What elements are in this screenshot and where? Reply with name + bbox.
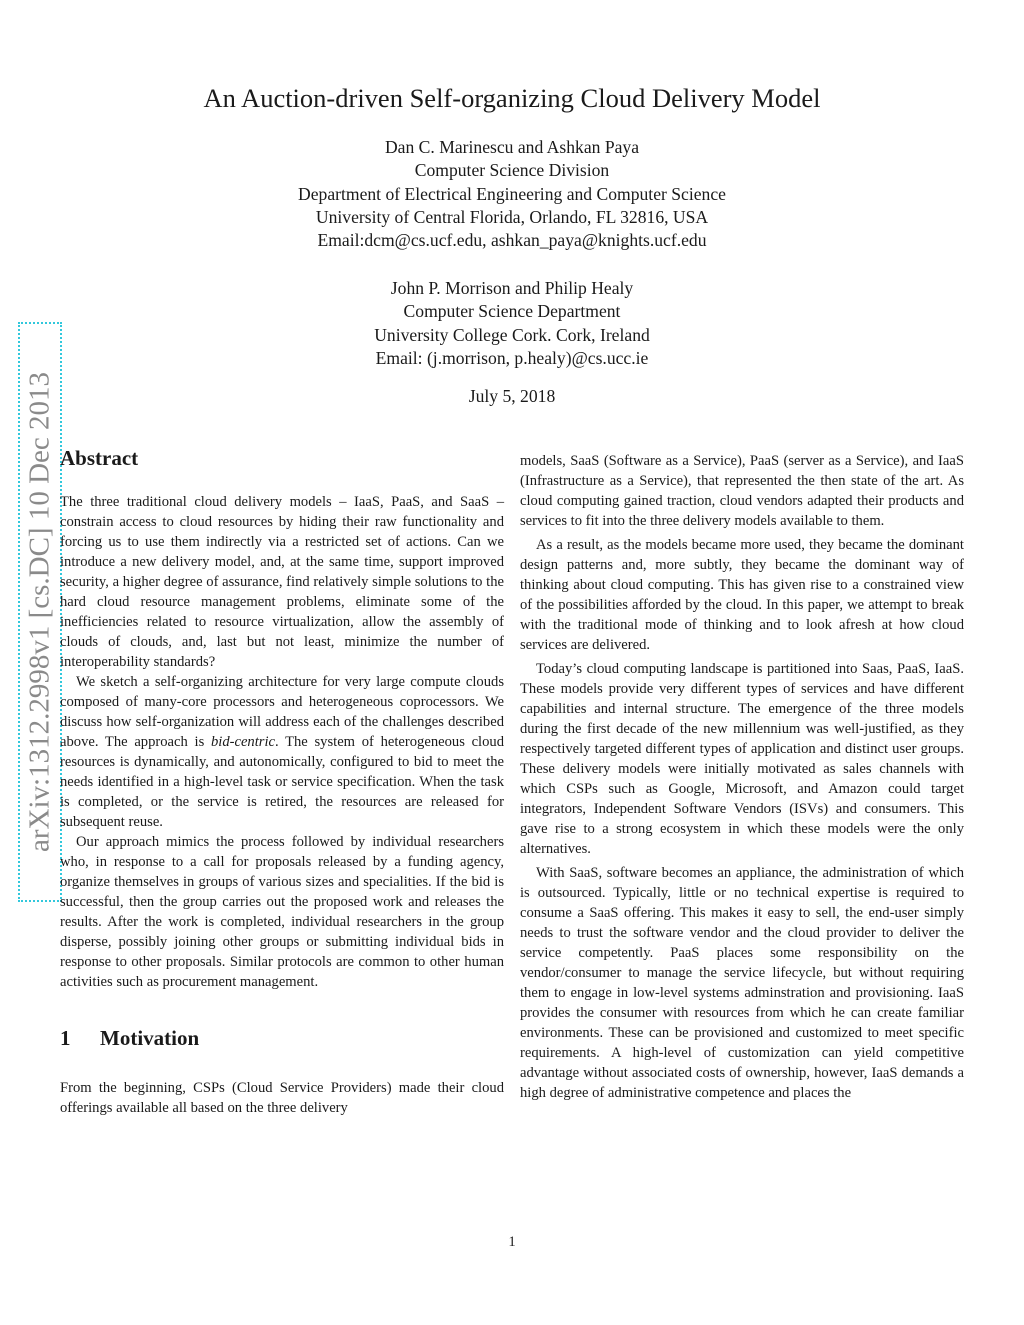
author-email: Email: (j.morrison, p.healy)@cs.ucc.ie [375, 347, 649, 368]
bid-centric-emphasis: bid-centric [210, 734, 275, 750]
section-title: Motivation [100, 1026, 200, 1050]
abstract-paragraph: Our approach mimics the process followed by individual researchers who, in response to a call for proposals released by a funding agency, organize themselves in groups of various sizes and specialities. If the bid is successful, then the group carries out the proposed work and releases the results. After the work is completed, individual researchers in the group disperse, possibly joining other groups or submitting individual bids in response to other proposals. Similar protocols are common to other human activities such as procurement management. [60, 834, 504, 990]
abstract-paragraph: We sketch a self-organizing architecture for very large compute clouds composed of many-core processors and heterogeneous coprocessors. We discuss how self-organization will address each of the challenges described above. The approach is bid-centric. The system of heterogeneous cloud resources is dynamically, and autonomically, configured to bid to meet the needs identified in a high-level task or service specification. When the task is completed, or the service is retired, the resources are released for subsequent reuse. [60, 674, 505, 830]
author-block-ucf [0, 136, 1024, 252]
author-department: Department of Electrical Engineering and Computer Science [298, 183, 726, 204]
author-names: John P. Morrison and Philip Healy [390, 278, 634, 298]
body-paragraph: As a result, as the models became more used, they became the dominant design patterns and, more subtly, they became the dominant way of thinking about cloud computing. This has given rise to a constrained view of the possibilities afforded by the cloud. In this paper, we attempt to break with the traditional mode of thinking and to look afresh at how cloud services are delivered. [520, 537, 964, 653]
section-number: 1 [60, 1026, 71, 1050]
author-names: Dan C. Marinescu and Ashkan Paya [384, 137, 640, 157]
arxiv-stamp-text: arXiv:1312.2998v1 [cs.DC] 10 Dec 2013 [23, 371, 56, 853]
author-email: Email:dcm@cs.ucf.edu, ashkan_paya@knights.ucf.edu [317, 230, 707, 251]
page-number: 1 [508, 1234, 516, 1250]
right-column [520, 451, 964, 1103]
body-paragraph: With SaaS, software becomes an appliance, the administration of which is outsourced. Typically, little or no technical expertise is required to consume a SaaS offering. This makes it easy to sell, the end-user simply needs to trust the software vendor and the cloud provider to deliver the service competently. PaaS places some responsibility on the vendor/consumer to manage the service lifecycle, but without requiring them to engage in low-level systems adminstration and provisioning. IaaS provides the consumer with resources from which he can create familiar environments. These can be provisioned and customized to meet specific requirements. A high-level of customization can yield competitive advantage without associated costs of ownership, however, IaaS demands a high degree of administrative competence and places the [520, 865, 964, 1101]
section-heading [60, 1024, 504, 1052]
author-university: University of Central Florida, Orlando, FL 32816, USA [315, 206, 709, 227]
author-department: Computer Science Department [403, 301, 621, 322]
paper-title: An Auction-driven Self-organizing Cloud Delivery Model [203, 83, 821, 113]
abstract-paragraph: The three traditional cloud delivery models – IaaS, PaaS, and SaaS – constrain access to cloud resources by hiding their raw functionality and forcing us to use them indirectly via a restricted set of actions. Can we introduce a new delivery model, and, at the same time, support improved security, a higher degree of assurance, find relatively simple solutions to the hard cloud resource management problems, eliminate some of the inefficiencies related to resource virtualization, allow the assembly of clouds of clouds, and, last but not least, minimize the number of interoperability standards? [60, 494, 504, 670]
paper-date: July 5, 2018 [468, 386, 556, 406]
arxiv-stamp [18, 322, 62, 902]
author-block-ucc [0, 277, 1024, 370]
author-university: University College Cork. Cork, Ireland [374, 324, 650, 345]
author-division: Computer Science Division [414, 160, 610, 181]
body-paragraph: Today’s cloud computing landscape is partitioned into Saas, PaaS, IaaS. These models provide very different types of services and have different capabilities and internal structure. The emergence of the three models during the first decade of the new millennium was well-justified, as they respectively targeted different types of application and distinct user groups. These delivery models were initially motivated as sales channels with which CSPs such as Google, Microsoft, and Amazon could target integrators, Independent Software Vendors (ISVs) and consumers. This gave rise to a strong ecosystem in which these models were the only alternatives. [520, 661, 964, 857]
body-paragraph: models, SaaS (Software as a Service), PaaS (server as a Service), and IaaS (Infrastructure as a Service), that represented the then state of the art. As cloud computing gained traction, cloud vendors adapted their products and services to fit into the three delivery models available to them. [520, 453, 964, 529]
abstract-heading: Abstract [60, 446, 139, 470]
body-paragraph: From the beginning, CSPs (Cloud Service Providers) made their cloud offerings available all based on the three delivery [60, 1080, 504, 1116]
left-column [60, 444, 504, 1118]
